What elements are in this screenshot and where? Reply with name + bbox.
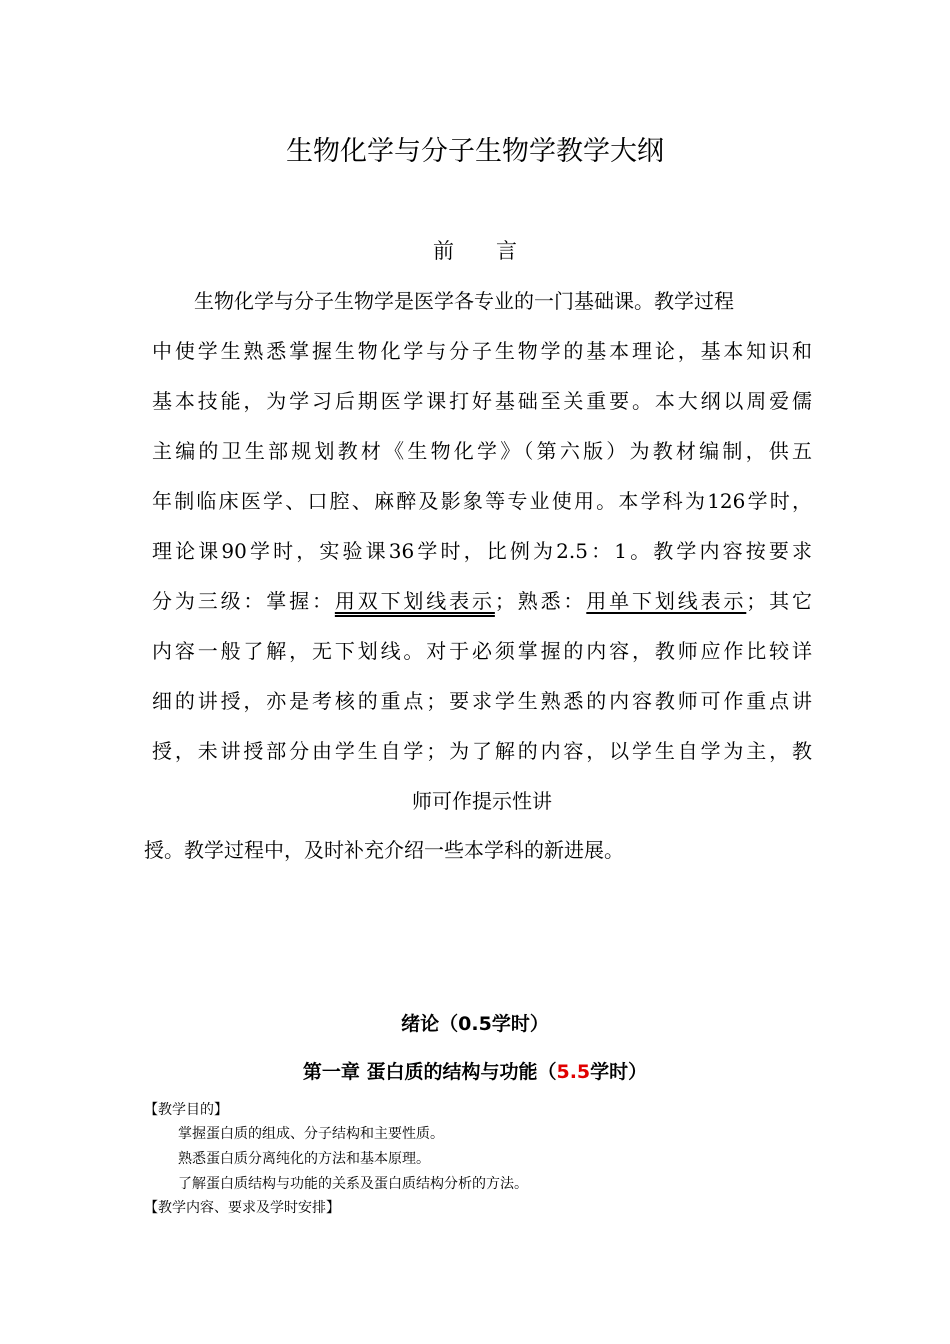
preface-heading-char-2: 言 <box>496 239 517 263</box>
document-title: 生物化学与分子生物学教学大纲 <box>286 136 664 167</box>
objective-item: 掌握蛋白质的组成、分子结构和主要性质。 <box>178 1126 444 1142</box>
preface-line: 中使学生熟悉掌握生物化学与分子生物学的基本理论，基本知识和 <box>152 339 812 363</box>
preface-line: 生物化学与分子生物学是医学各专业的一门基础课。教学过程 <box>194 289 734 313</box>
single-underline-sample: 用单下划线表示 <box>586 589 747 613</box>
objective-item: 了解蛋白质结构与功能的关系及蛋白质结构分析的方法。 <box>178 1176 528 1192</box>
preface-line-underline-legend: 分为三级：掌握：用双下划线表示；熟悉：用单下划线表示；其它 <box>152 589 813 613</box>
preface-line: 师可作提示性讲 <box>412 789 552 813</box>
intro-heading: 绪论（0.5学时） <box>401 1013 549 1035</box>
objectives-label: 【教学目的】 <box>144 1102 228 1118</box>
preface-line: 授，未讲授部分由学生自学；为了解的内容，以学生自学为主，教 <box>152 739 812 763</box>
preface-line: 年制临床医学、口腔、麻醉及影象等专业使用。本学科为126学时， <box>152 489 812 513</box>
preface-heading-char-1: 前 <box>433 239 454 263</box>
objective-item: 熟悉蛋白质分离纯化的方法和基本原理。 <box>178 1151 430 1167</box>
preface-heading <box>0 236 950 266</box>
preface-line: 主编的卫生部规划教材《生物化学》（第六版）为教材编制，供五 <box>152 439 812 463</box>
content-label: 【教学内容、要求及学时安排】 <box>144 1200 340 1216</box>
chapter-1-hours: 5.5 <box>556 1061 591 1083</box>
preface-line: 授。教学过程中，及时补充介绍一些本学科的新进展。 <box>144 838 624 862</box>
chapter-1-title: 第一章 蛋白质的结构与功能（5.5学时） <box>302 1061 648 1083</box>
preface-line: 细的讲授，亦是考核的重点；要求学生熟悉的内容教师可作重点讲 <box>152 689 812 713</box>
double-underline-sample: 用双下划线表示 <box>334 589 495 613</box>
preface-line: 内容一般了解，无下划线。对于必须掌握的内容，教师应作比较详 <box>152 639 812 663</box>
preface-line: 理论课90学时，实验课36学时，比例为2.5：1。教学内容按要求 <box>152 539 812 563</box>
preface-line: 基本技能，为学习后期医学课打好基础至关重要。本大纲以周爱儒 <box>152 389 812 413</box>
